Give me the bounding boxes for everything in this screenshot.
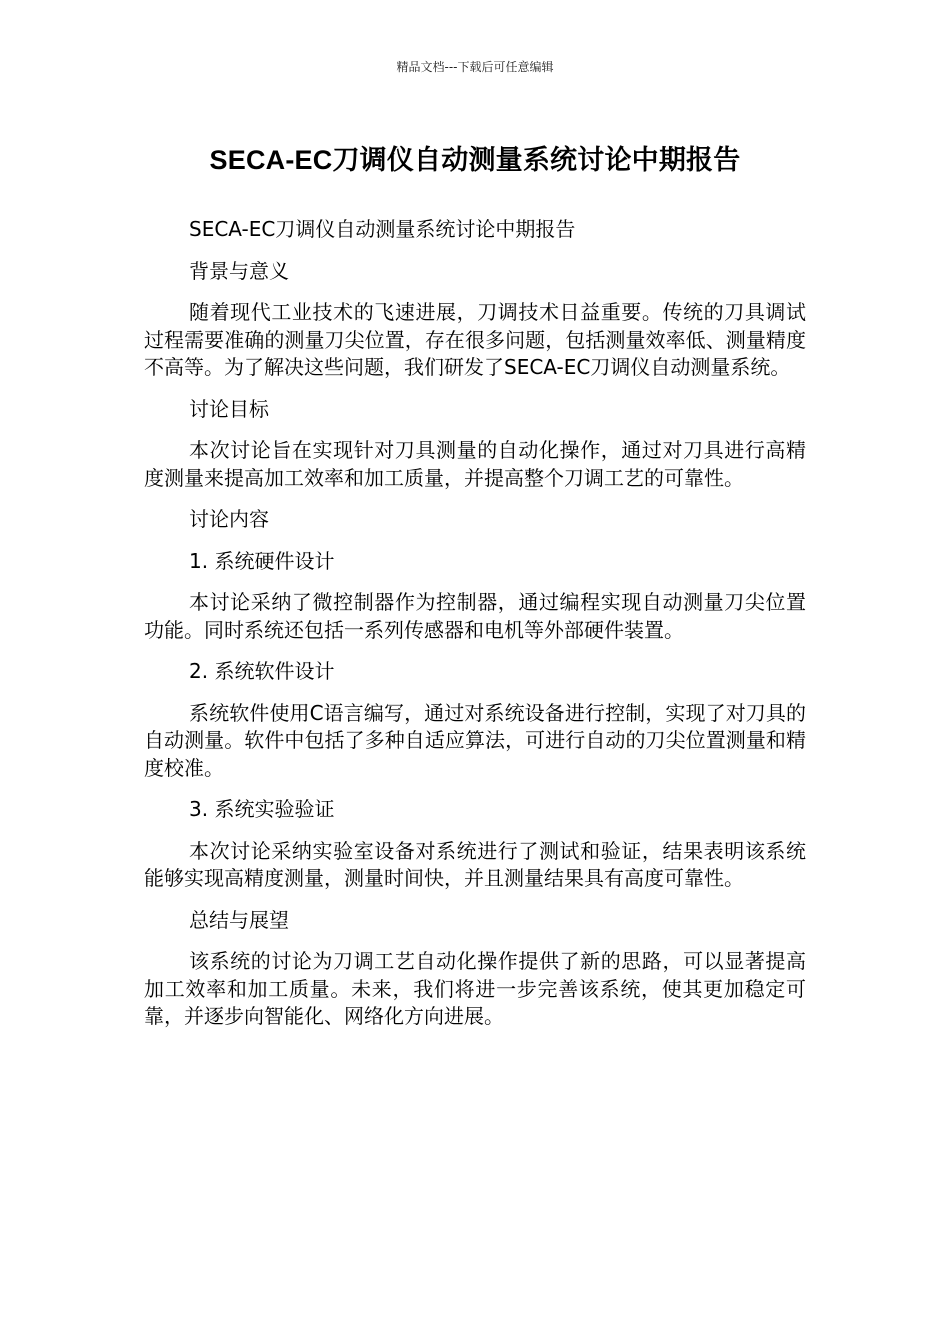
section-heading-summary: 总结与展望 (189, 907, 289, 932)
header-note: 精品文档---下载后可任意编辑 (396, 60, 554, 74)
subtitle-paragraph: SECA-EC刀调仪自动测量系统讨论中期报告 (189, 217, 576, 241)
subsection-heading-hardware: 1. 系统硬件设计 (189, 548, 335, 573)
section-heading-goals: 讨论目标 (189, 396, 269, 421)
body-paragraph-goals: 本次讨论旨在实现针对刀具测量的自动化操作，通过对刀具进行高精度测量来提高加工效率和加工质量，并提高整个刀调工艺的可靠性。 (144, 438, 806, 490)
section-heading-background: 背景与意义 (189, 258, 289, 283)
document-body (144, 216, 806, 1045)
body-paragraph-experiment: 本次讨论采纳实验室设备对系统进行了测试和验证，结果表明该系统能够实现高精度测量，测量时间快，并且测量结果具有高度可靠性。 (144, 838, 806, 890)
section-heading-content: 讨论内容 (189, 507, 269, 531)
body-paragraph-background: 随着现代工业技术的飞速进展，刀调技术日益重要。传统的刀具调试过程需要准确的测量刀尖位置，存在很多问题，包括测量效率低、测量精度不高等。为了解决这些问题，我们研发了SECA-EC刀调仪自动测量系统。 (144, 300, 806, 379)
subsection-heading-experiment: 3. 系统实验验证 (189, 797, 335, 821)
body-paragraph-software: 系统软件使用C语言编写，通过对系统设备进行控制，实现了对刀具的自动测量。软件中包括了多种自适应算法，可进行自动的刀尖位置测量和精度校准。 (144, 700, 806, 780)
body-paragraph-hardware: 本讨论采纳了微控制器作为控制器，通过编程实现自动测量刀尖位置功能。同时系统还包括一系列传感器和电机等外部硬件装置。 (144, 590, 806, 642)
body-paragraph-summary: 该系统的讨论为刀调工艺自动化操作提供了新的思路，可以显著提高加工效率和加工质量。未来，我们将进一步完善该系统，使其更加稳定可靠，并逐步向智能化、网络化方向进展。 (144, 949, 806, 1028)
document-title: SECA-EC刀调仪自动测量系统讨论中期报告 (209, 145, 741, 175)
subsection-heading-software: 2. 系统软件设计 (189, 659, 335, 683)
